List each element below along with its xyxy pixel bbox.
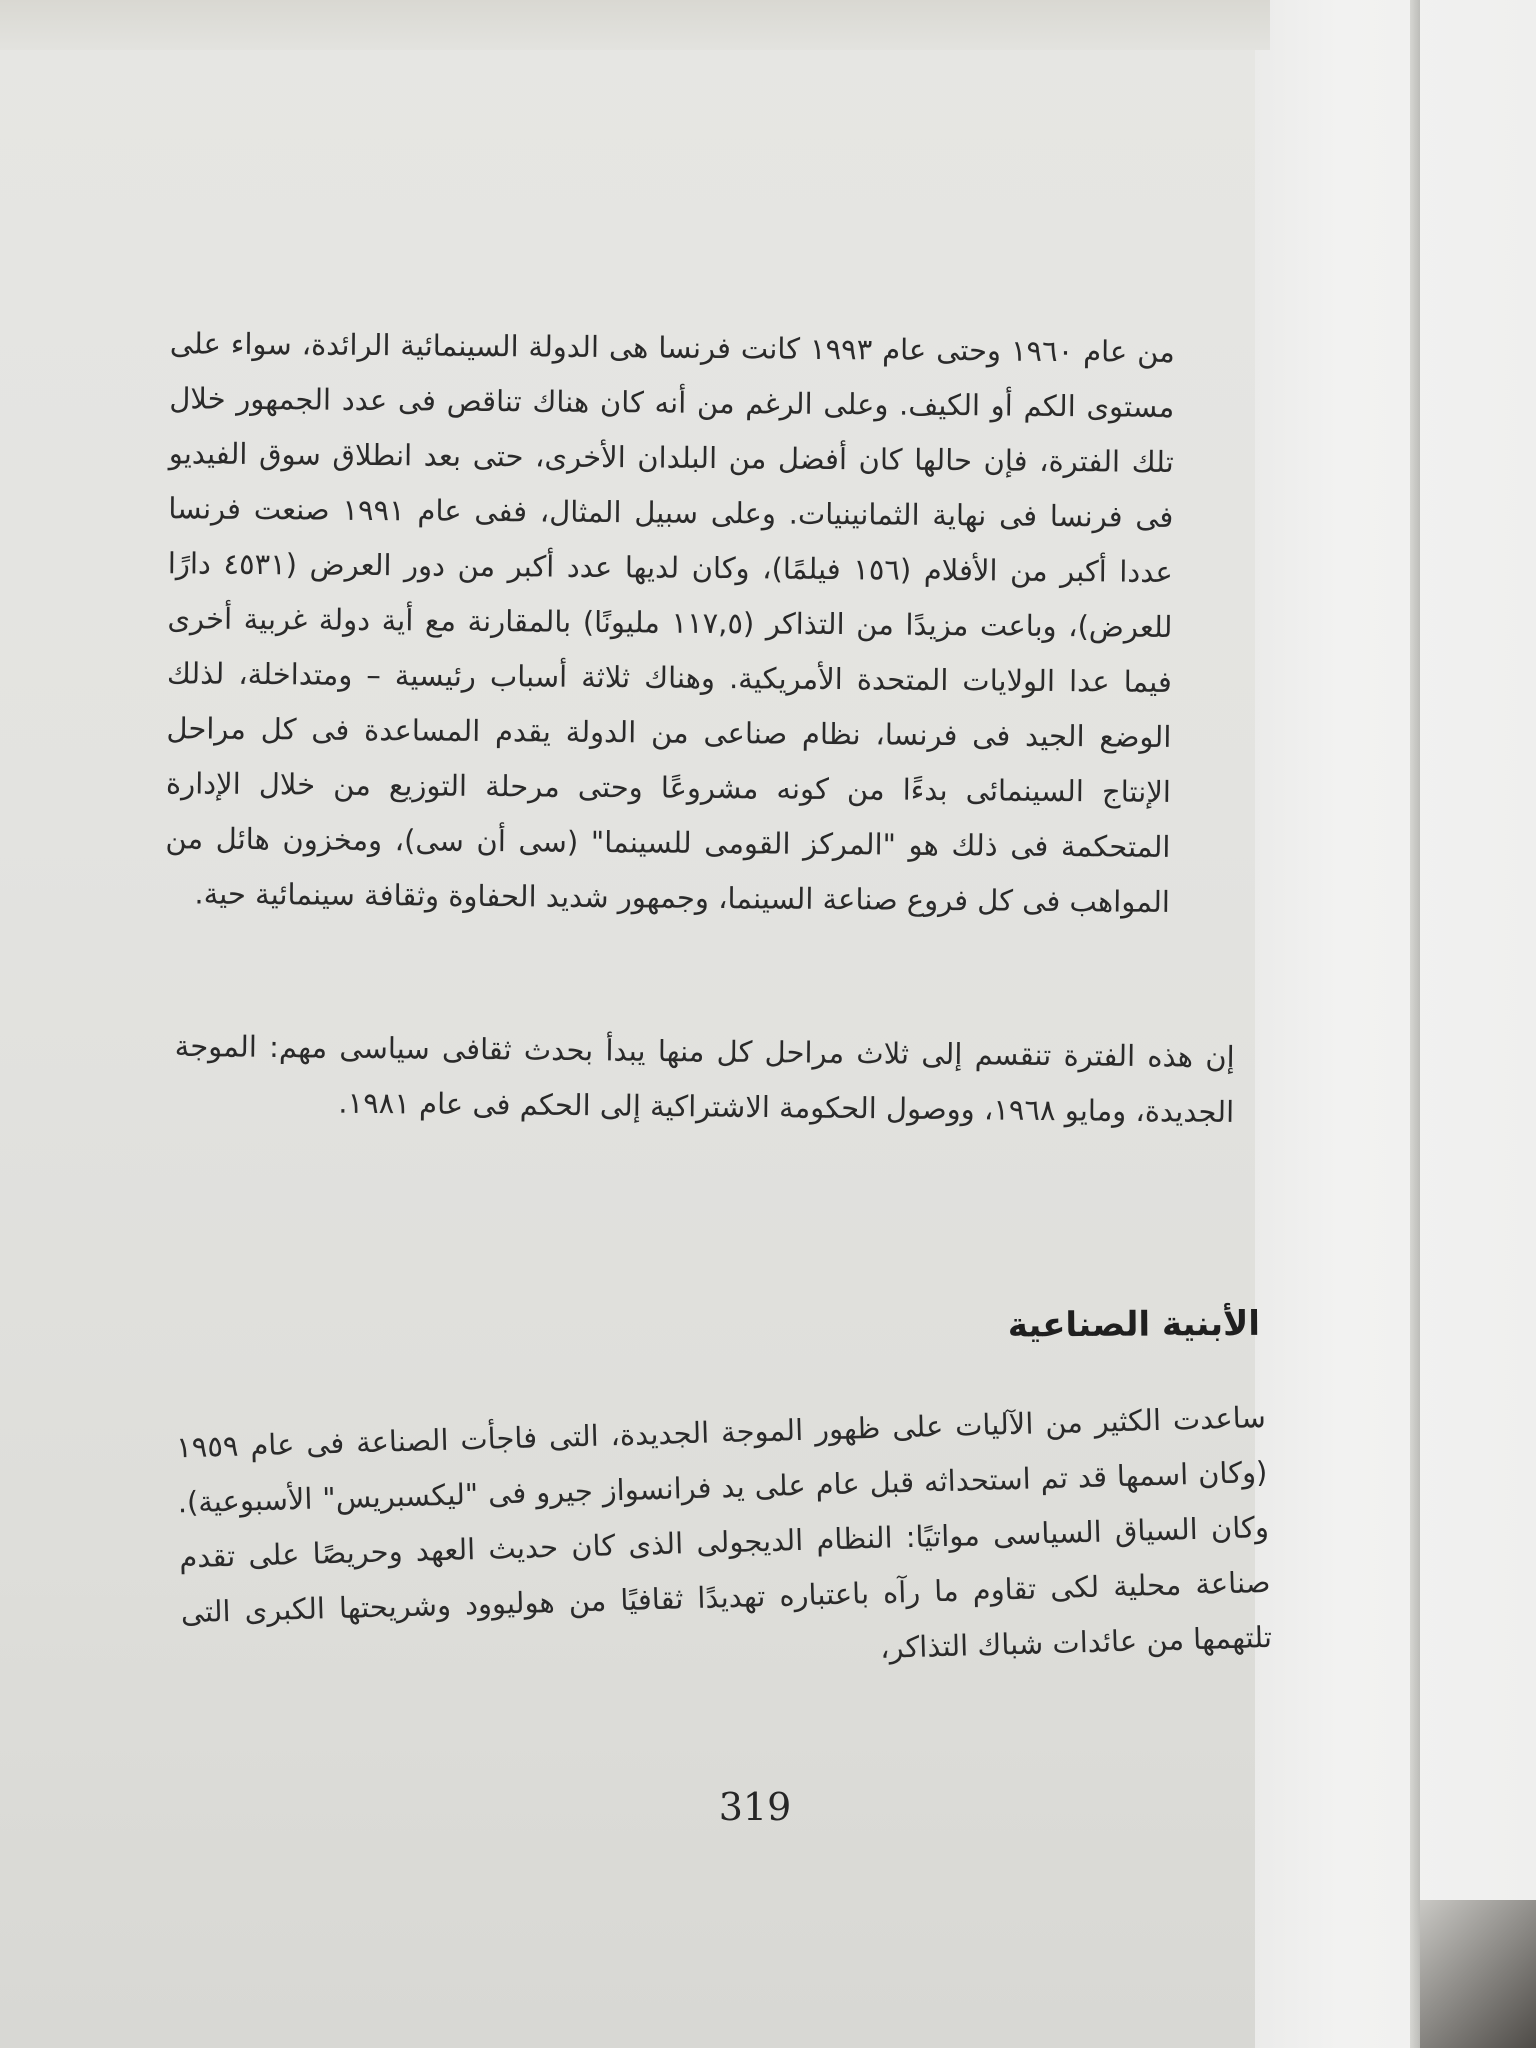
page-number: 319 [718,1785,792,1829]
paragraph-1-text: من عام ١٩٦٠ وحتى عام ١٩٩٣ كانت فرنسا هى الدولة السينمائية الرائدة، سواء على مستوى الكم أو الكيف. وعلى الرغم من أنه كان هناك تناقص فى عدد الجمهور خلال تلك الفترة، فإن حالها كان أفضل من البلدان الأخرى، حتى بعد انطلاق سوق الفيديو فى فرنسا فى نهاية الثمانينيات. وعلى سبيل المثال، ففى عام ١٩٩١ صنعت فرنسا عددا أكبر من الأفلام (١٥٦ فيلمًا)، وكان لديها عدد أكبر من دور العرض (٤٥٣١ دارًا للعرض)، وباعت مزيدًا من التذاكر (١١٧,٥ مليونًا) بالمقارنة مع أية دولة غربية أخرى فيما عدا الولايات المتحدة الأمريكية. وهناك ثلاثة أسباب رئيسية – ومتداخلة، لذلك الوضع الجيد فى فرنسا، نظام صناعى من الدولة يقدم المساعدة فى كل مراحل الإنتاج السينمائى بدءًا من كونه مشروعًا وحتى مرحلة التوزيع من خلال الإدارة المتحكمة فى ذلك هو "المركز القومى للسينما" (سى أن سى)، ومخزون هائل من المواهب فى كل فروع صناعة السينما، وجمهور شديد الحفاوة وثقافة سينمائية حية. [165,326,1175,919]
underlying-sheet [1255,0,1536,2048]
paragraph-2-text: إن هذه الفترة تنقسم إلى ثلاث مراحل كل منها يبدأ بحدث ثقافى سياسى مهم: الموجة الجديدة، ومايو ١٩٦٨، ووصول الحكومة الاشتراكية إلى الحكم فى عام ١٩٨١. [174,1028,1235,1129]
paragraph-3-text: ساعدت الكثير من الآليات على ظهور الموجة الجديدة، التى فاجأت الصناعة فى عام ١٩٥٩ (وكان اسمها قد تم استحداثه قبل عام على يد فرانسواز جيرو فى "ليكسبريس" الأسبوعية). وكان السياق السياسى مواتيًا: النظام الديجولى الذى كان حديث العهد وحريصًا على تقدم صناعة محلية لكى تقاوم ما رآه باعتباره تهديدًا ثقافيًا من هوليوود وشريحتها الكبرى التى تلتهمها من عائدات شباك التذاكر، [175,1399,1273,1665]
section-heading: الأبنية الصناعية [1007,1303,1261,1346]
corner-shadow [1420,1900,1536,2048]
page-top-edge [0,0,1270,50]
page-edge [1410,0,1420,2048]
paragraph-1 [165,316,1175,930]
paragraph-2 [174,1019,1235,1140]
paragraph-3 [175,1390,1272,1695]
